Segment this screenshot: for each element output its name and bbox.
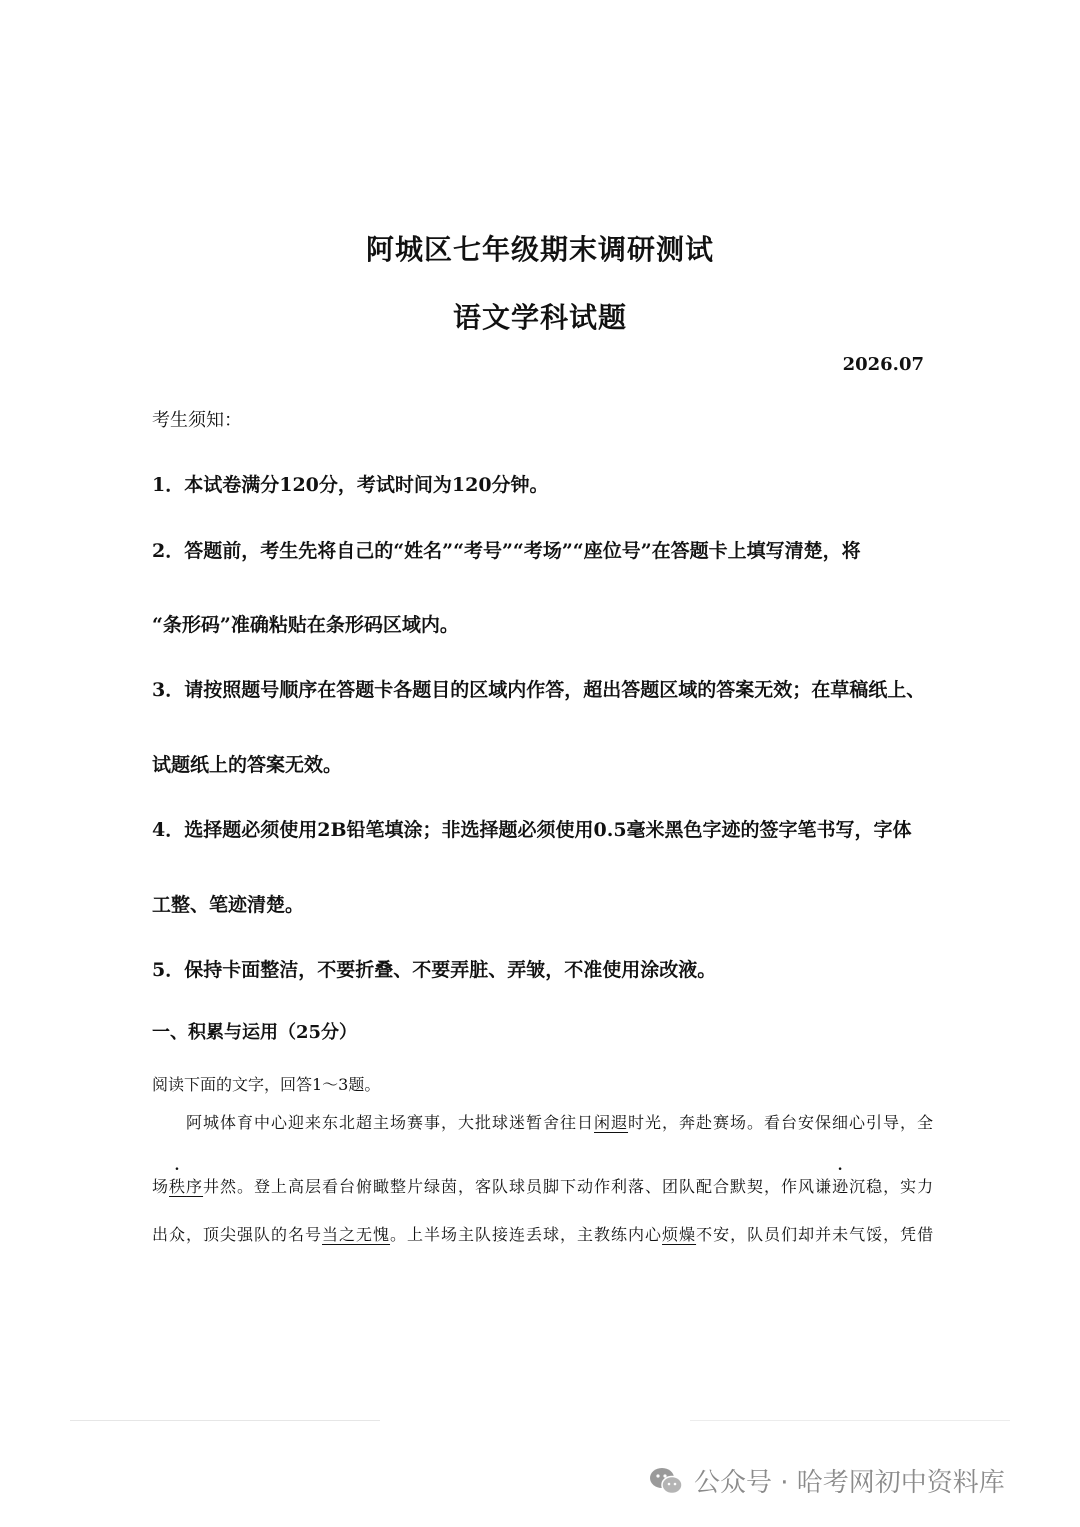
passage-text: 井然。登上高层看台俯瞰整片绿茵，客队球员脚下动作利落、团队配合默契，作风谦: [203, 1177, 833, 1196]
underlined-word: 烦燥: [662, 1225, 697, 1244]
passage-line-3: [152, 1222, 934, 1245]
watermark: [648, 1462, 1005, 1499]
notice-item-1: 1．本试卷满分120分，考试时间为120分钟。: [152, 474, 549, 496]
underlined-word: 闲遐: [594, 1113, 629, 1132]
exam-title: 阿城区七年级期末调研测试: [365, 233, 714, 266]
exam-date: 2026.07: [842, 354, 924, 375]
wechat-icon: [648, 1466, 684, 1496]
passage-text: 。上半场主队接连丢球，主教练内心: [390, 1225, 663, 1244]
notice-item-3: 3．请按照题号顺序在答题卡各题目的区域内作答，超出答题区域的答案无效；在草稿纸上、: [152, 679, 926, 701]
page-edge-line: [690, 1420, 1010, 1421]
passage-text: 时光，奔赴赛场。看台安保细心引导，全: [628, 1113, 935, 1132]
passage-text: 出众，顶尖强队的名号: [152, 1225, 323, 1244]
passage-line-1: [186, 1110, 934, 1133]
passage-text: 沉稳，实力: [849, 1177, 935, 1196]
dotted-char: 逊: [832, 1177, 850, 1196]
section-heading: 一、积累与运用（25分）: [152, 1022, 358, 1043]
page-edge-line: [70, 1420, 380, 1421]
passage-line-2: [152, 1174, 934, 1197]
notice-item-5: 5．保持卡面整洁，不要折叠、不要弄脏、弄皱，不准使用涂改液。: [152, 959, 717, 981]
watermark-text: 公众号 · 哈考网初中资料库: [694, 1468, 1005, 1498]
passage-text: 场: [152, 1177, 170, 1196]
underlined-phrase: 当之无愧: [322, 1225, 391, 1244]
notice-item-4-cont: 工整、笔迹清楚。: [152, 894, 305, 916]
notice-item-4: 4．选择题必须使用2B铅笔填涂；非选择题必须使用0.5毫米黑色字迹的签字笔书写，字体: [152, 819, 912, 841]
underlined-char: 序: [186, 1177, 204, 1196]
exam-subtitle: 语文学科试题: [452, 301, 627, 334]
dotted-char: 秩: [169, 1177, 187, 1196]
notice-item-2: 2．答题前，考生先将自己的“姓名”“考号”“考场”“座位号”在答题卡上填写清楚，将: [152, 540, 861, 562]
passage-text: 阿城体育中心迎来东北超主场赛事，大批球迷暂舍往日: [186, 1113, 595, 1132]
notice-item-2-cont: “条形码”准确粘贴在条形码区域内。: [152, 614, 459, 636]
notice-item-3-cont: 试题纸上的答案无效。: [152, 754, 343, 776]
notice-heading: 考生须知：: [152, 410, 242, 431]
passage-text: 不安，队员们却并未气馁，凭借: [696, 1225, 935, 1244]
reading-instruction: 阅读下面的文字，回答1～3题。: [152, 1075, 381, 1094]
